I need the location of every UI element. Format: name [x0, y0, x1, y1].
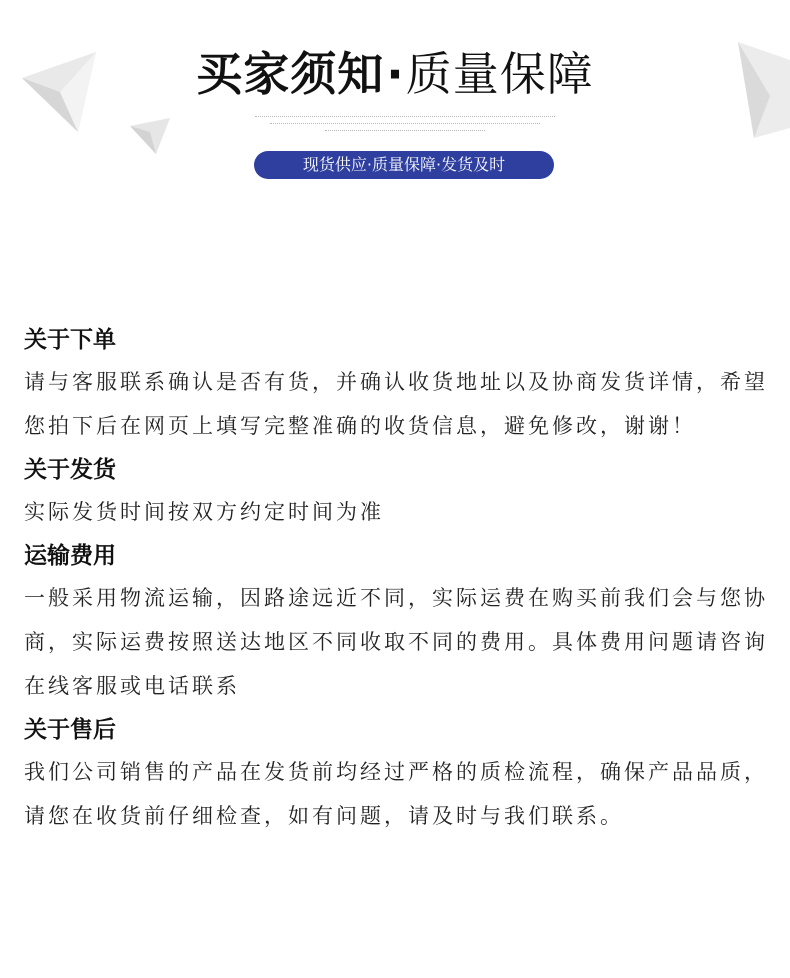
- title-separator: ·: [386, 47, 404, 101]
- section-title: 关于发货: [24, 457, 116, 483]
- section-body: 实际发货时间按双方约定时间为准: [24, 500, 384, 524]
- section-after-sales: [24, 710, 774, 838]
- section-body: 我们公司销售的产品在发货前均经过严格的质检流程，确保产品品质，请您在收货前仔细检查，如有问题，请及时与我们联系。: [24, 760, 768, 828]
- title-main: 买家须知: [196, 47, 385, 101]
- section-shipping: [24, 450, 774, 534]
- section-title: 关于下单: [24, 327, 116, 353]
- section-freight: [24, 536, 774, 708]
- section-title: 关于售后: [24, 717, 116, 743]
- page-title: [0, 38, 790, 104]
- notice-content: [24, 320, 774, 840]
- section-title: 运输费用: [24, 543, 116, 569]
- section-body: 一般采用物流运输，因路途远近不同，实际运费在购买前我们会与您协商，实际运费按照送达地区不同收取不同的费用。具体费用问题请咨询在线客服或电话联系: [24, 586, 768, 698]
- section-body: 请与客服联系确认是否有货，并确认收货地址以及协商发货详情，希望您拍下后在网页上填写完整准确的收货信息，避免修改，谢谢！: [24, 370, 768, 438]
- section-order: [24, 320, 774, 448]
- title-sub: 质量保障: [405, 47, 594, 101]
- decorative-fine-lines: [255, 116, 555, 137]
- badge-banner: 现货供应·质量保障·发货及时: [254, 151, 554, 179]
